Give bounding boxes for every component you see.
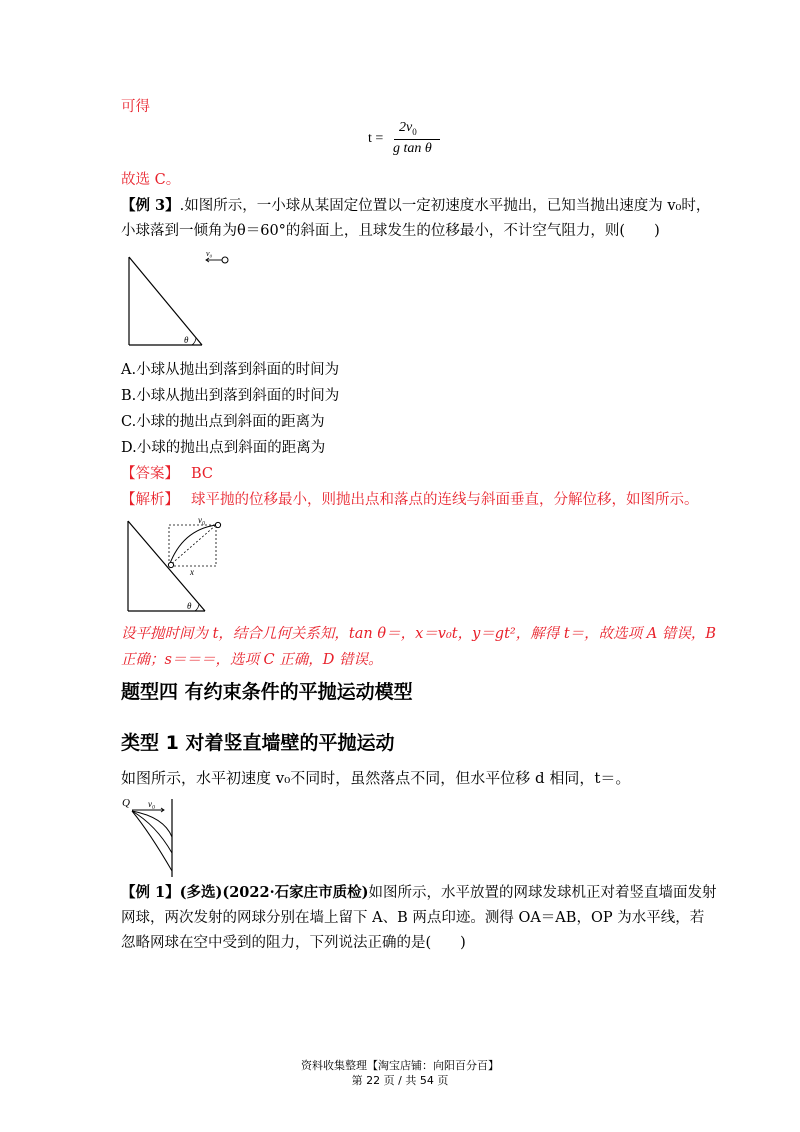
solution-line2: 正确；s＝＝＝，选项 C 正确，D 错误。 bbox=[121, 652, 383, 668]
incline-figure bbox=[120, 250, 240, 350]
example3-tag: 【例 3】 bbox=[121, 197, 180, 214]
formula-lhs: t = bbox=[368, 131, 384, 146]
example1-line1: 【例 1】(多选)(2022·石家庄市质检)如图所示，水平放置的网球发球机正对着竖直墙面发射 bbox=[121, 884, 717, 901]
example1-line2: 网球，两次发射的网球分别在墙上留下 A、B 两点印迹。测得 OA＝AB，OP 为水平线，若 bbox=[121, 910, 705, 926]
result-intro: 可得 bbox=[121, 99, 150, 115]
svg-text:x: x bbox=[190, 567, 194, 577]
point-q-label: Q bbox=[122, 797, 130, 809]
solution-line1: 设平抛时间为 t，结合几何关系知，tan θ＝，x＝v₀t，y＝gt²，解得 t＝，故选项 A 错误，B bbox=[121, 626, 716, 642]
time-formula bbox=[368, 118, 448, 162]
option-a: A.小球从抛出到落到斜面的时间为 bbox=[121, 362, 340, 378]
fraction-bar bbox=[394, 139, 440, 140]
section4-title: 题型四 有约束条件的平抛运动模型 bbox=[121, 681, 413, 703]
conclusion: 故选 C。 bbox=[121, 172, 181, 188]
decomposition-figure bbox=[120, 515, 230, 615]
example1-line3: 忽略网球在空中受到的阻力，下列说法正确的是( ) bbox=[121, 935, 466, 951]
angle-label: θ bbox=[184, 335, 189, 345]
footer-source: 资料收集整理【淘宝店铺：向阳百分百】 bbox=[301, 1059, 499, 1072]
wall-figure bbox=[120, 795, 190, 880]
answer-value: BC bbox=[191, 466, 214, 482]
example1-source: (多选)(2022·石家庄市质检) bbox=[179, 884, 369, 901]
analysis-line bbox=[121, 490, 699, 510]
type1-title: 类型 1 对着竖直墙壁的平抛运动 bbox=[121, 732, 395, 754]
option-d: D.小球的抛出点到斜面的距离为 bbox=[121, 440, 326, 456]
option-b: B.小球从抛出到落到斜面的时间为 bbox=[121, 388, 340, 404]
type1-text: 如图所示，水平初速度 v₀不同时，虽然落点不同，但水平位移 d 相同，t＝。 bbox=[121, 769, 631, 787]
svg-text:v₀: v₀ bbox=[148, 799, 156, 809]
formula-numerator: $2v_0$ bbox=[399, 120, 417, 137]
analysis-text: 球平抛的位移最小，则抛出点和落点的连线与斜面垂直，分解位移，如图所示。 bbox=[191, 492, 699, 508]
svg-text:θ: θ bbox=[187, 601, 192, 611]
footer-page-number: 第 22 页 / 共 54 页 bbox=[351, 1074, 449, 1087]
example1-tag: 【例 1】 bbox=[121, 884, 180, 901]
example3-stem-line1: 【例 3】.如图所示，一小球从某固定位置以一定初速度水平抛出，已知当抛出速度为 v₀时， bbox=[121, 197, 711, 214]
velocity-label: v₀ bbox=[206, 250, 213, 258]
svg-text:v₀: v₀ bbox=[198, 515, 206, 525]
option-c: C.小球的抛出点到斜面的距离为 bbox=[121, 414, 325, 430]
example3-stem-line2: 小球落到一倾角为θ＝60°的斜面上，且球发生的位移最小，不计空气阻力，则( ) bbox=[121, 223, 660, 239]
answer-line bbox=[121, 464, 213, 484]
answer-tag: 【答案】 bbox=[121, 466, 179, 482]
analysis-tag: 【解析】 bbox=[121, 492, 179, 508]
formula-denominator: g tan θ bbox=[393, 141, 432, 156]
